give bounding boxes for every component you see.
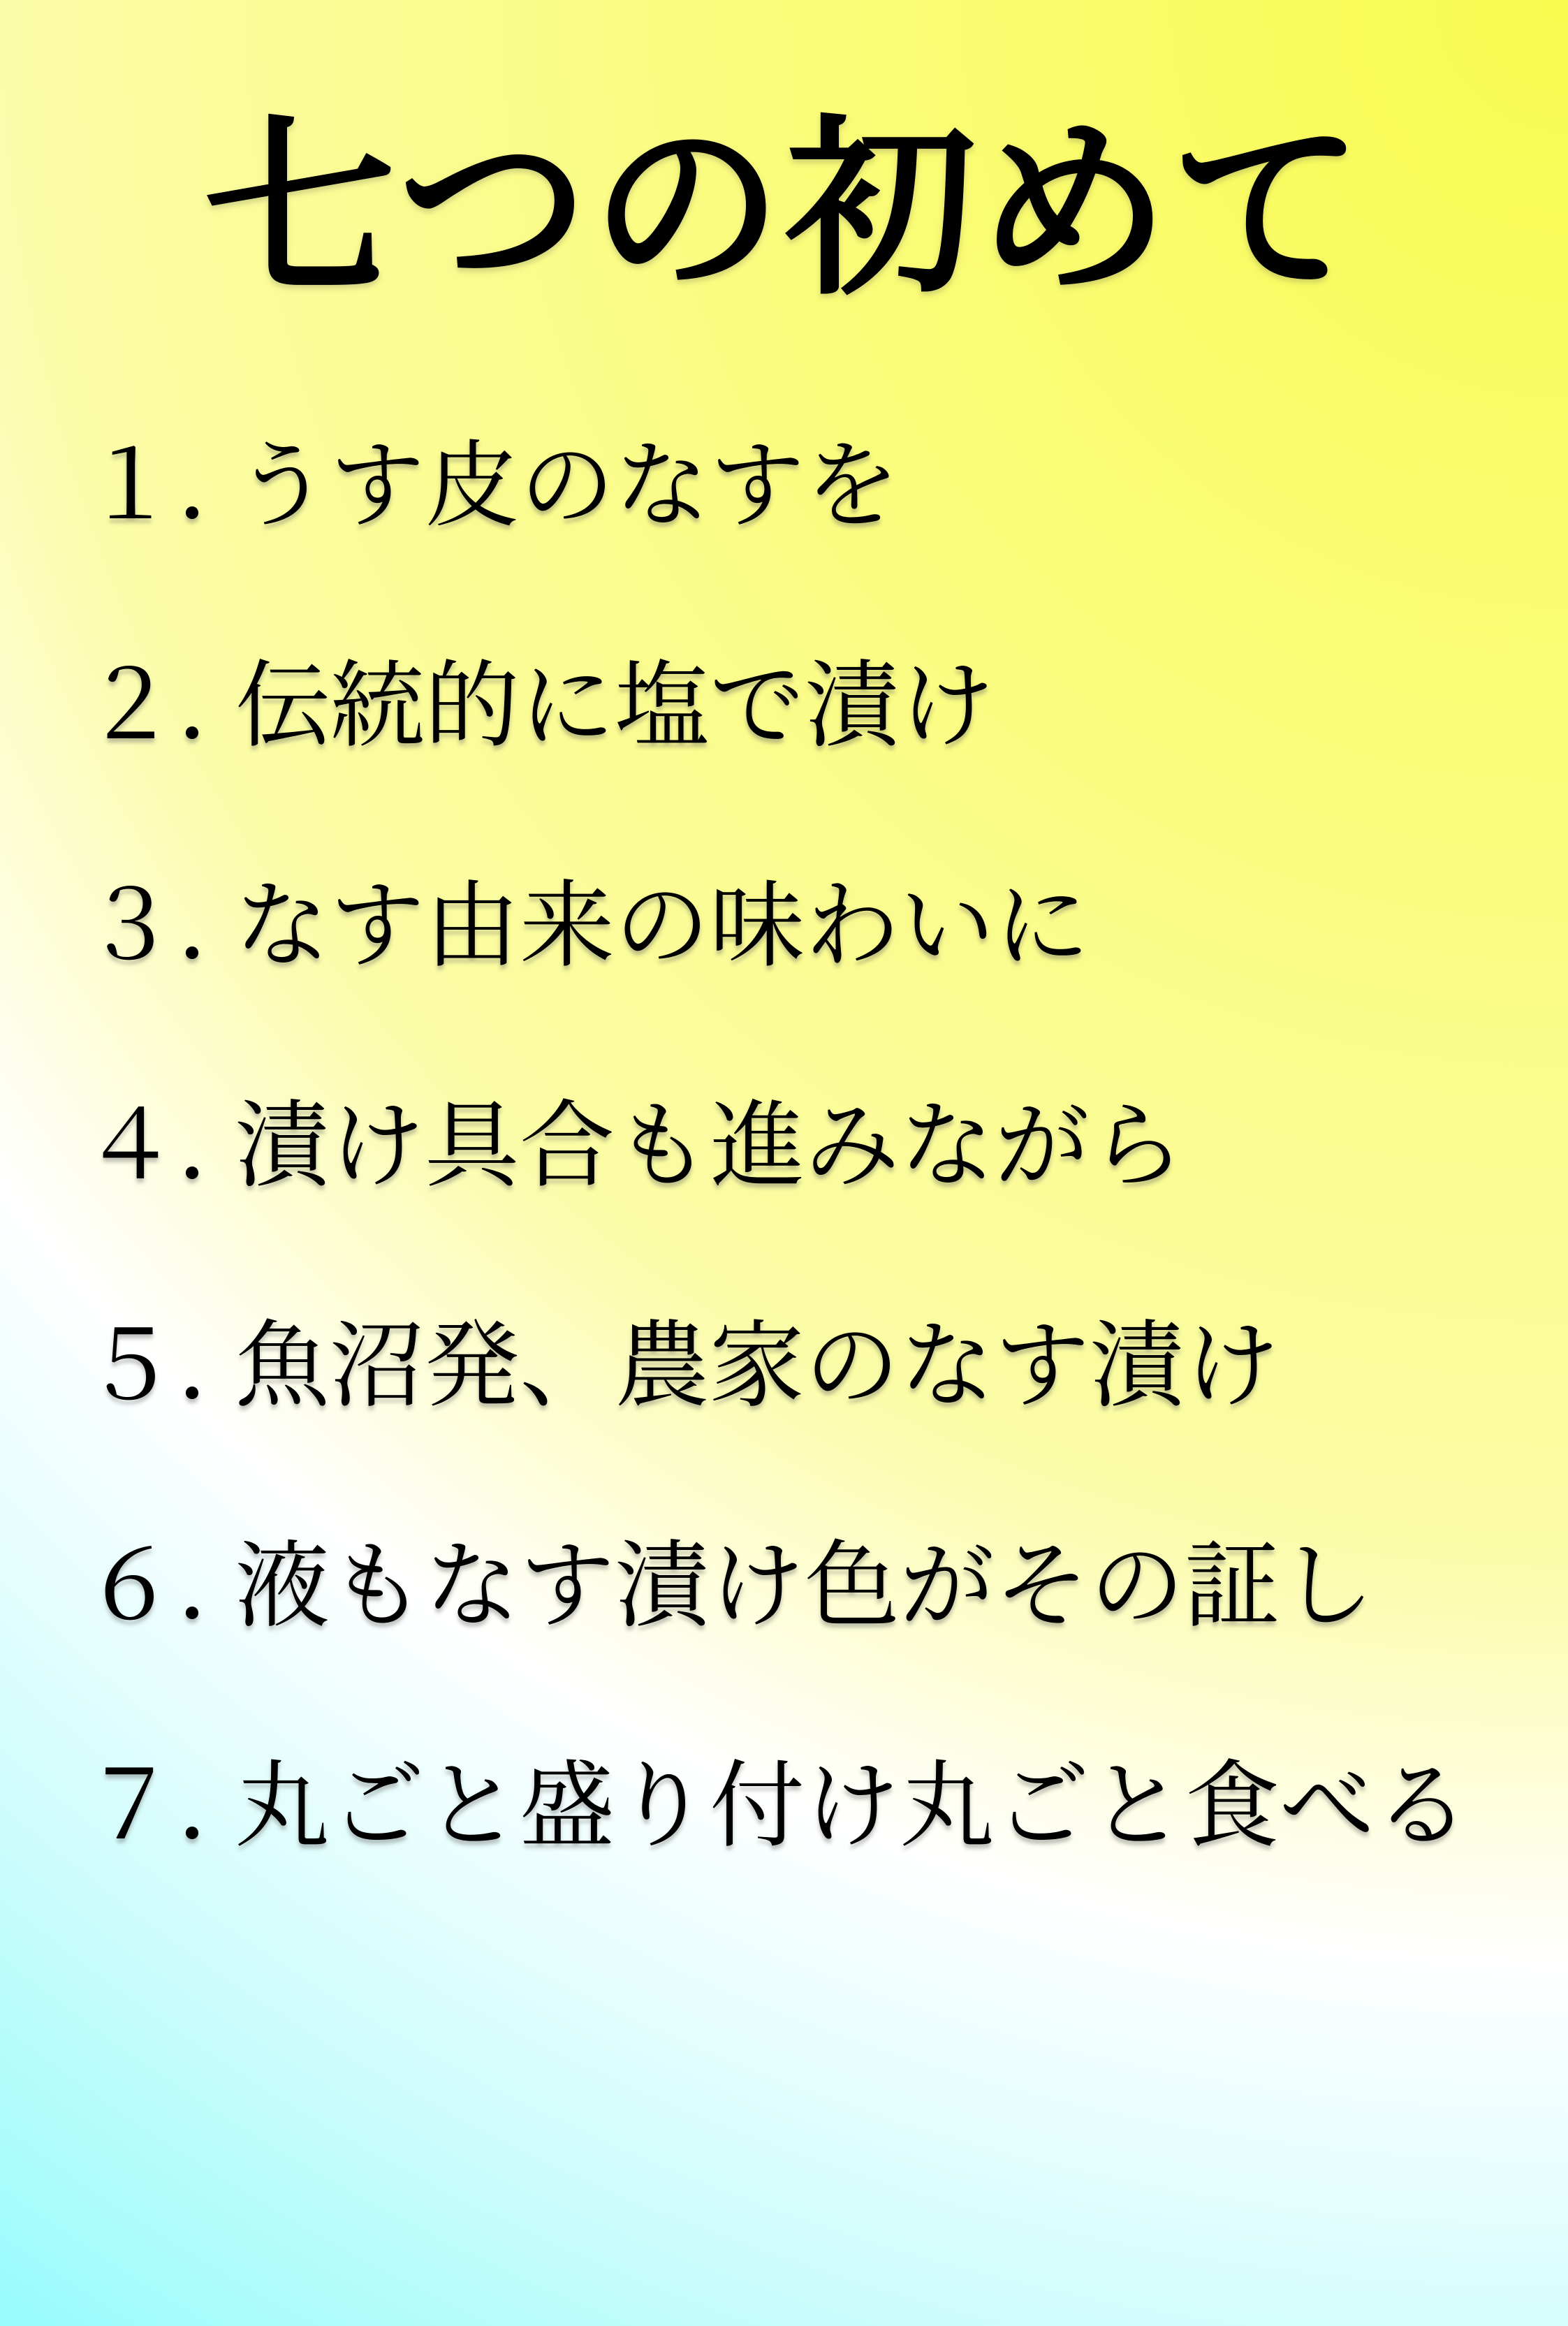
page-title: 七つの初めて bbox=[203, 96, 1365, 321]
item-number: ４． bbox=[82, 1091, 272, 1202]
item-number: ７． bbox=[82, 1751, 272, 1862]
item-text: うす皮のなすを bbox=[235, 431, 900, 542]
slide bbox=[0, 96, 1568, 2326]
list-item bbox=[82, 1257, 1568, 1477]
item-text: なす由来の味わいに bbox=[235, 871, 1090, 982]
item-number: ３． bbox=[82, 871, 272, 982]
list-item bbox=[82, 1037, 1568, 1257]
item-text: 魚沼発、農家のなす漬け bbox=[235, 1311, 1280, 1422]
item-number: １． bbox=[82, 431, 272, 542]
list-item bbox=[82, 1697, 1568, 1917]
item-number: ２． bbox=[82, 651, 272, 762]
item-text: 漬け具合も進みながら bbox=[235, 1091, 1185, 1202]
list-item bbox=[82, 817, 1568, 1037]
list-item bbox=[82, 1477, 1568, 1697]
item-text: 伝統的に塩で漬け bbox=[235, 651, 995, 762]
item-number: ６． bbox=[82, 1531, 272, 1642]
item-text: 液もなす漬け色がその証し bbox=[235, 1531, 1375, 1642]
list-item bbox=[82, 597, 1568, 817]
item-text: 丸ごと盛り付け丸ごと食べる bbox=[235, 1751, 1470, 1862]
numbered-list bbox=[0, 376, 1568, 1917]
item-number: ５． bbox=[82, 1311, 272, 1422]
list-item bbox=[82, 376, 1568, 597]
